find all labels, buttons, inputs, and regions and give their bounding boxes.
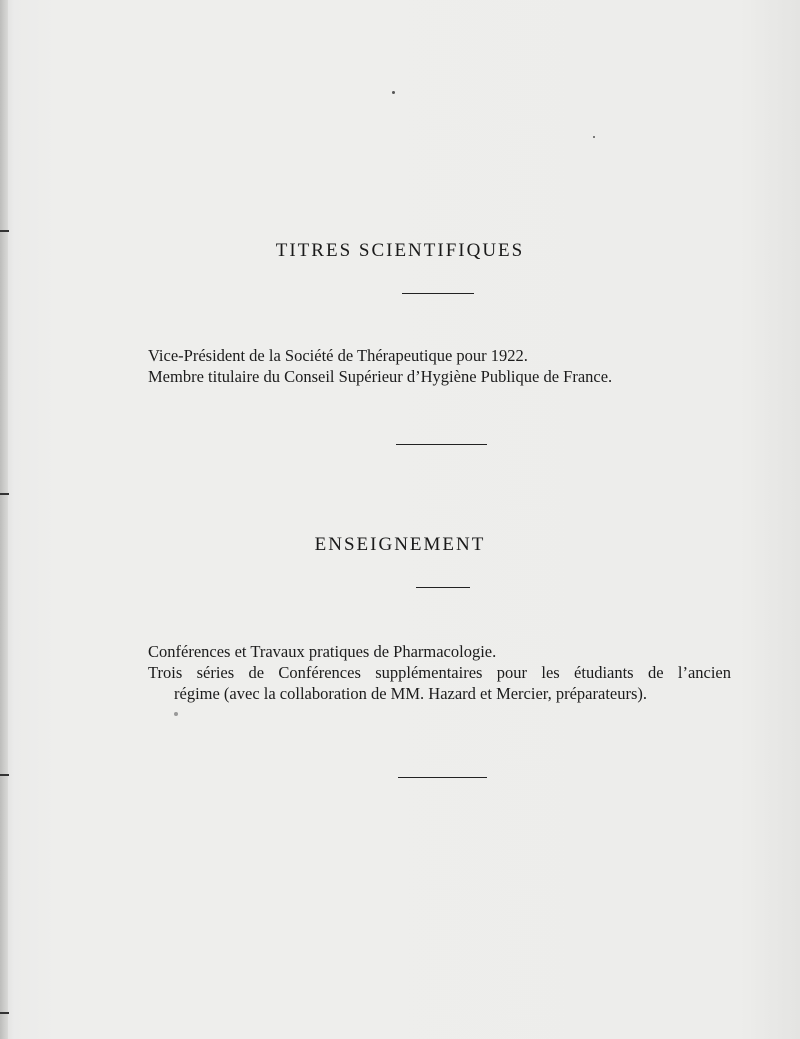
paper-speck — [593, 136, 595, 138]
enseignement-line: régime (avec la collaboration de MM. Hazard et Mercier, préparateurs). — [174, 684, 648, 703]
enseignement-list — [148, 641, 748, 704]
titres-heading: TITRES SCIENTIFIQUES — [275, 240, 525, 261]
margin-mark — [0, 230, 9, 232]
titre-line: Membre titulaire du Conseil Supérieur d’Hygiène Publique de France. — [148, 367, 613, 386]
margin-mark — [0, 774, 9, 776]
titres-list — [148, 345, 748, 387]
page-binding-edge — [0, 0, 8, 1039]
enseignement-line: Conférences et Travaux pratiques de Pharmacologie. — [148, 642, 497, 661]
margin-mark — [0, 493, 9, 495]
paper-speck — [392, 91, 395, 94]
section-divider — [416, 587, 470, 588]
section-divider — [396, 444, 487, 445]
paper-speck — [174, 712, 178, 716]
titre-line: Vice-Président de la Société de Thérapeutique pour 1922. — [148, 346, 528, 365]
enseignement-line: Trois séries de Conférences supplémentaires pour les étudiants de l’ancien — [148, 663, 731, 682]
section-divider — [398, 777, 487, 778]
section-divider — [402, 293, 474, 294]
enseignement-heading: ENSEIGNEMENT — [314, 534, 486, 555]
margin-mark — [0, 1012, 9, 1014]
